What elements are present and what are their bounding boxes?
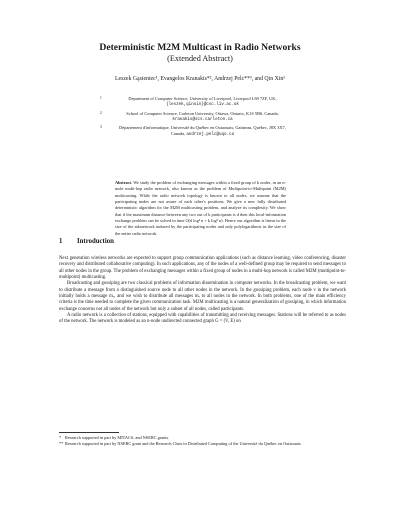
paragraph: Next generation wireless networks are expected to support group communication applications (such as distance learning, video conferencing, disaster recovery and distributed collaborative computing). In such applications, any of the nodes of a well-defined group may be required to send messages to all other nodes in the group. The problem of exchanging messages within a fixed group of nodes in a multi-hop network is called M2M (multipoint-to-multipoint) multicasting. (59, 256, 346, 281)
paper-title: Deterministic M2M Multicast in Radio Networks (99, 42, 301, 53)
affiliation-email: {leszek,qinxin}@csc.liv.ac.uk (166, 103, 239, 108)
affiliation-3 (100, 125, 300, 138)
footnote-mark: * (59, 435, 62, 440)
body-text (59, 256, 346, 326)
affiliation-email: kranakis@scs.carleton.ca (172, 117, 233, 122)
affiliation-email-line (105, 131, 300, 138)
affiliation-number: 3 (100, 125, 102, 130)
paragraph: A radio network is a collection of stations, equipped with capabilities of transmitting and receiving messages. Stations will be referred to as nodes of the network. The network is modeled as an n-node undirected connected graph G = (V, E) on (59, 313, 346, 325)
section-heading (59, 238, 114, 246)
affiliation-email: andrzej.pelc@uqo.ca (186, 133, 235, 138)
footnote (59, 441, 346, 447)
affiliation-number: 2 (100, 110, 102, 115)
section-number: 1 (59, 238, 63, 245)
affiliation-1 (100, 96, 300, 108)
abstract (115, 180, 286, 237)
affiliation-2 (100, 110, 300, 123)
section-title: Introduction (77, 238, 114, 245)
footnote-text: Research supported in part by MITACS, and NSERC grants. (65, 435, 170, 440)
affiliation-text: Department of Computer Science, University of Liverpool, Liverpool L69 7ZF, UK, (128, 96, 277, 101)
abstract-label: Abstract. (115, 180, 133, 185)
affiliations (100, 96, 300, 141)
paper-subtitle: (Extended Abstract) (167, 54, 233, 63)
abstract-text: We study the problem of exchanging messages within a fixed group of k nodes, in an n-node multi-hop radio network, also known as the problem of Multipoint-to-Multipoint (M2M) multicasting. While the radio network topology is known to all nodes, we assume that the participating nodes are not aware of each other's positions. We give a new fully distributed deterministic algorithm for the M2M multicasting problem, and analyze its complexity. We show that if the maximum distance between any two out of k participants is d then this local-information exchange problem can be solved in time O(d log² n + k log³ n). Hence our algorithm is linear in the size of the subnetwork induced by the participating nodes and only polylogarithmic in the size of the entire radio network. (115, 180, 286, 236)
affiliation-text: Département d'informatique, Université du Québec en Outaouais, Gatineau, Québec, J8X 3X7, (119, 125, 286, 131)
affiliation-number: 1 (100, 96, 102, 100)
footnote-text: Research supported in part by NSERC grant and the Research Chair in Distributed Computing of the Université du Québec en Outaouais. (65, 440, 302, 446)
author-list: Leszek Gąsieniec¹, Evangelos Kranakis*², Andrzej Pelc**³, and Qin Xin¹ (114, 76, 286, 82)
affiliation-text: School of Computer Science, Carleton University, Ottawa, Ontario, K1S 5B6, Canada, (126, 110, 279, 116)
footnote-divider (59, 432, 119, 433)
footnotes (59, 435, 346, 447)
paragraph: Broadcasting and gossiping are two classical problems of information dissemination in computer networks. In the broadcasting problem, we want to distribute a message from a distinguished source node to all other nodes in the network. In the gossiping problem, each node v in the network initially holds a message mᵥ, and we wish to distribute all messages mᵥ to all nodes in the network. In both problems, one of the main efficiency criteria is the time needed to complete the given communication task. M2M multicasting is a natural generalization of gossiping, in which information exchange concerns not all nodes of the network but only a subset of all nodes, called participants. (59, 281, 346, 312)
affiliation-country: Canada, (170, 131, 186, 137)
footnote-mark: ** (59, 440, 64, 446)
